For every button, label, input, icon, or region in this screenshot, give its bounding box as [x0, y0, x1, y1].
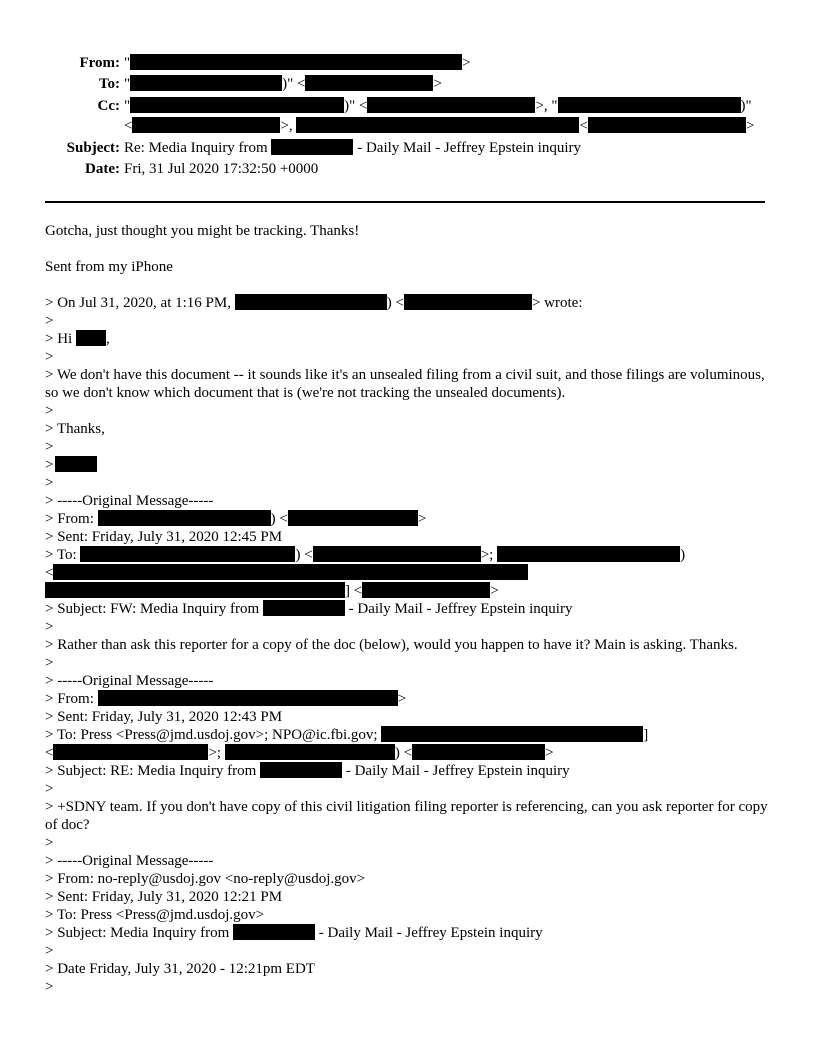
quote-line: > [45, 655, 54, 671]
redaction [132, 117, 280, 133]
original-message-separator: > -----Original Message----- [45, 493, 214, 509]
redaction [404, 294, 532, 310]
redaction [130, 75, 282, 91]
from-label: From: [79, 55, 120, 71]
original-message-separator: > -----Original Message----- [45, 673, 214, 689]
quote-to-continued: ] < > [45, 582, 775, 600]
redaction [558, 97, 741, 113]
quote-line: > [45, 979, 54, 995]
redaction [53, 564, 528, 580]
redaction [313, 546, 481, 562]
redaction [233, 924, 315, 940]
cc-label: Cc: [97, 98, 120, 114]
quote-line: > [45, 403, 54, 419]
redaction [296, 117, 579, 133]
redaction [80, 546, 295, 562]
quote-to-continued: < >; ) < > [45, 745, 554, 761]
redaction [225, 744, 395, 760]
quote-on-line: > On Jul 31, 2020, at 1:16 PM, ) < > wrote: [45, 295, 583, 311]
quote-line: > [45, 349, 54, 365]
redaction [98, 690, 398, 706]
quote-date-line: > Date Friday, July 31, 2020 - 12:21pm EDT [45, 961, 315, 977]
redaction [260, 762, 342, 778]
redaction [367, 97, 535, 113]
quote-thanks: > Thanks, [45, 421, 105, 437]
body-line: Sent from my iPhone [45, 259, 173, 275]
redaction [53, 744, 208, 760]
quote-sent-line: > Sent: Friday, July 31, 2020 12:45 PM [45, 529, 283, 545]
redaction [588, 117, 746, 133]
quote-from-line: > From: > [45, 691, 407, 707]
quote-to-line: > To: ) < >; ) [45, 547, 686, 563]
quote-line: > [45, 313, 54, 329]
original-message-separator: > -----Original Message----- [45, 853, 214, 869]
redaction [305, 75, 433, 91]
redaction [288, 510, 418, 526]
date-value: Fri, 31 Jul 2020 17:32:50 +0000 [124, 161, 319, 177]
date-label: Date: [85, 161, 120, 177]
quote-from-line: > From: no-reply@usdoj.gov <no-reply@usdoj.gov> [45, 871, 366, 887]
quote-line: > [45, 475, 54, 491]
quote-subject-line: > Subject: Media Inquiry from - Daily Mail - Jeffrey Epstein inquiry [45, 925, 543, 941]
redaction [381, 726, 643, 742]
quote-sent-line: > Sent: Friday, July 31, 2020 12:21 PM [45, 889, 283, 905]
quote-text: > We don't have this document -- it sounds like it's an unsealed filing from a civil suit, and those filings are voluminous, so we don't know which document that is (we're not tracking the unsealed documents). [45, 367, 765, 401]
subject-label: Subject: [66, 140, 120, 156]
subject-suffix: - Daily Mail - Jeffrey Epstein inquiry [357, 140, 582, 156]
redaction [130, 97, 344, 113]
quote-subject-line: > Subject: RE: Media Inquiry from - Daily Mail - Jeffrey Epstein inquiry [45, 763, 570, 779]
quote-to-line: > To: Press <Press@jmd.usdoj.gov>; NPO@ic.fbi.gov; ] [45, 727, 649, 743]
quote-line: > [45, 943, 54, 959]
redaction [412, 744, 545, 760]
quote-to-line: > To: Press <Press@jmd.usdoj.gov> [45, 907, 265, 923]
redaction [235, 294, 387, 310]
redaction [55, 456, 97, 472]
email-body [45, 222, 775, 996]
quote-text: > Rather than ask this reporter for a copy of the doc (below), would you happen to have it? Main is asking. Thanks. [45, 637, 738, 653]
redaction [497, 546, 680, 562]
quote-line: > [45, 439, 54, 455]
redaction [271, 139, 353, 155]
quote-from-line: > From: ) < > [45, 511, 427, 527]
redaction [130, 54, 462, 70]
quote-line: > [45, 619, 54, 635]
redaction [362, 582, 490, 598]
subject-prefix: Re: Media Inquiry from [124, 140, 268, 156]
quote-text: > +SDNY team. If you don't have copy of this civil litigation filing reporter is referencing, can you ask reporter for copy of doc? [45, 799, 768, 833]
quote-subject-line: > Subject: FW: Media Inquiry from - Daily Mail - Jeffrey Epstein inquiry [45, 601, 573, 617]
quote-signature-line: > [45, 456, 775, 474]
redaction [263, 600, 345, 616]
redaction [98, 510, 271, 526]
quote-sent-line: > Sent: Friday, July 31, 2020 12:43 PM [45, 709, 283, 725]
redaction [76, 330, 106, 346]
quote-line: > [45, 781, 54, 797]
body-line: Gotcha, just thought you might be tracking. Thanks! [45, 223, 360, 239]
quote-line: > [45, 835, 54, 851]
header-divider [45, 201, 765, 203]
quote-to-continued: < [45, 564, 775, 582]
quote-hi-line: > Hi , [45, 331, 110, 347]
redaction [45, 582, 345, 598]
to-label: To: [98, 76, 120, 92]
